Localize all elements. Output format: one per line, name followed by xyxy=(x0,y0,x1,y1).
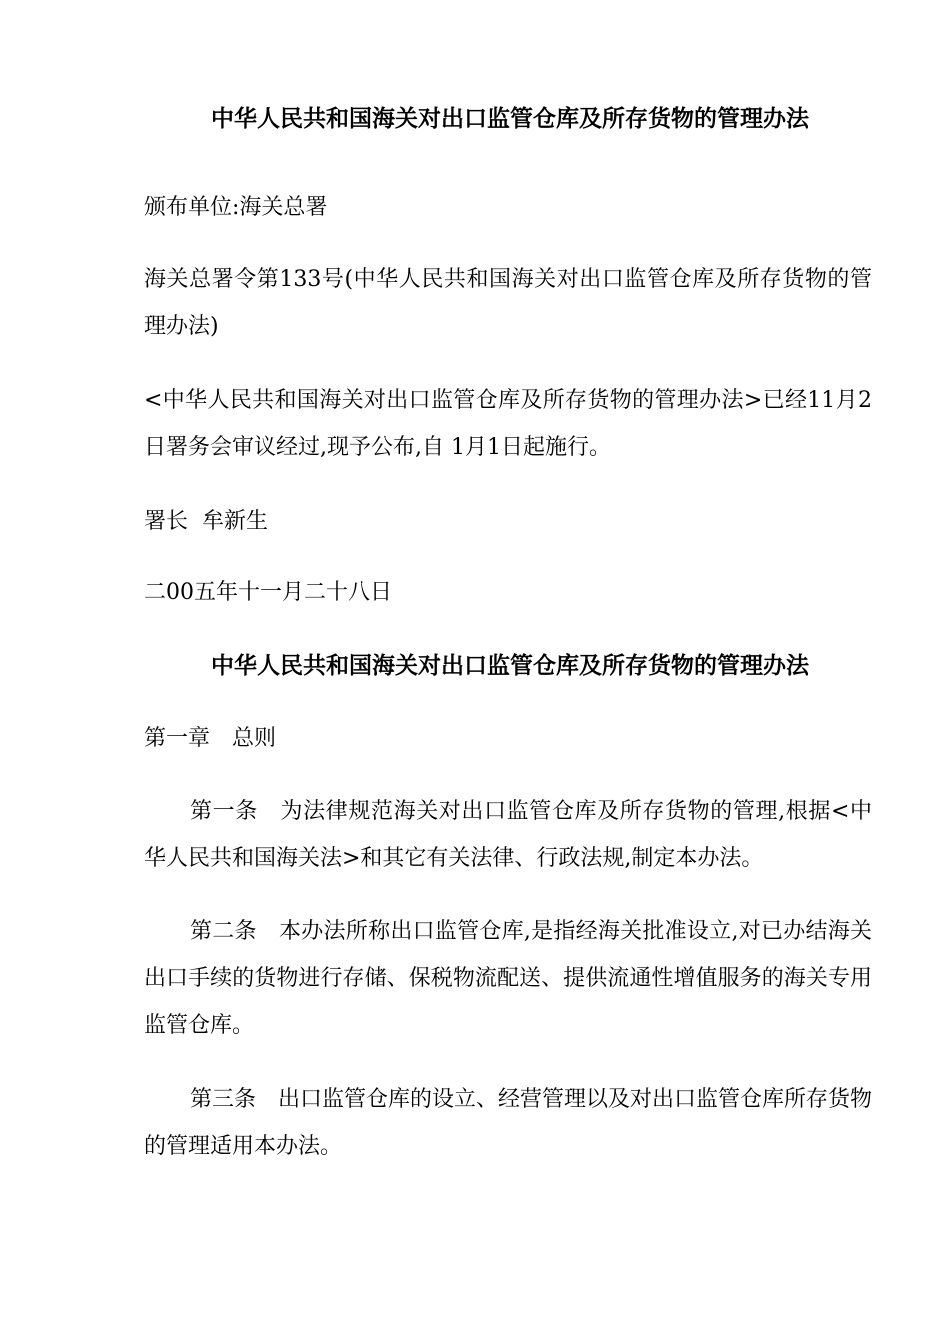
article-2: 第二条 本办法所称出口监管仓库,是指经海关批准设立,对已办结海关出口手续的货物进行存储、保税物流配送、提供流通性增值服务的海关专用监管仓库。 xyxy=(144,919,872,1038)
document-title: 中华人民共和国海关对出口监管仓库及所存货物的管理办法 xyxy=(211,106,809,132)
body-title: 中华人民共和国海关对出口监管仓库及所存货物的管理办法 xyxy=(211,653,809,679)
signature-line: 署长 牟新生 xyxy=(144,509,268,534)
article-3: 第三条 出口监管仓库的设立、经营管理以及对出口监管仓库所存货物的管理适用本办法。 xyxy=(144,1087,873,1159)
date-line: 二00五年十一月二十八日 xyxy=(144,580,392,605)
chapter-heading: 第一章 总则 xyxy=(144,726,277,751)
issuer-line: 颁布单位:海关总署 xyxy=(144,195,328,220)
announcement-paragraph: <中华人民共和国海关对出口监管仓库及所存货物的管理办法>已经11月2日署务会审议经过,现予公布,自 1月1日起施行。 xyxy=(144,388,872,460)
article-1: 第一条 为法律规范海关对出口监管仓库及所存货物的管理,根据<中华人民共和国海关法>和其它有关法律、行政法规,制定本办法。 xyxy=(144,799,872,871)
order-line: 海关总署令第133号(中华人民共和国海关对出口监管仓库及所存货物的管理办法) xyxy=(144,267,872,339)
